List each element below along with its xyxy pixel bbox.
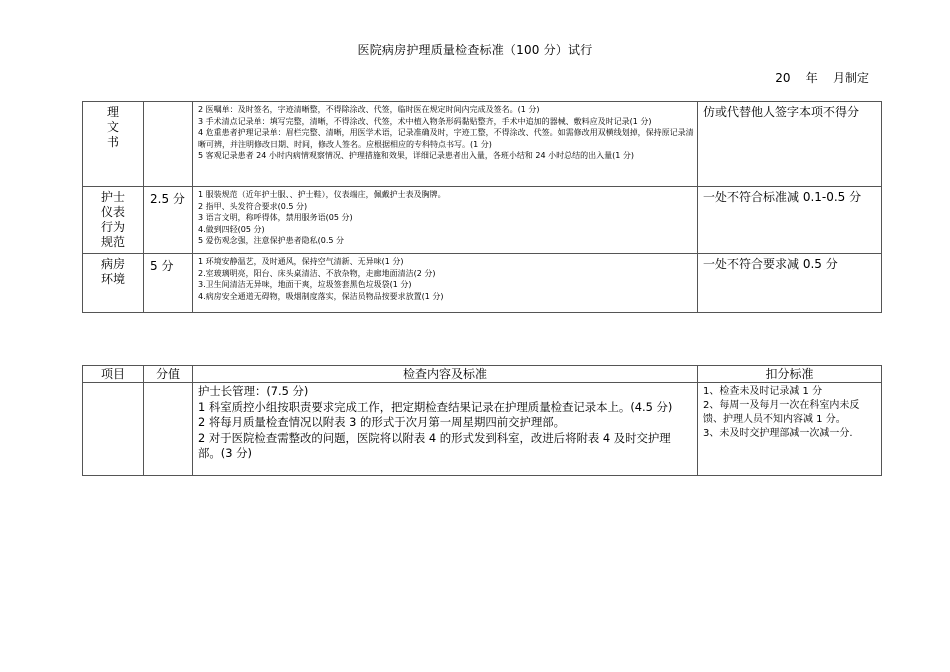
content-line: 2 指甲、头发符合要求(0.5 分) — [198, 201, 308, 211]
content-line: 5 爱伤观念强，注意保护患者隐私(0.5 分 — [198, 236, 345, 245]
content-line: 1 科室质控小组按职责要求完成工作，把定期检查结果记录在护理质量检查记录本上。(4.5 分) — [198, 399, 673, 414]
table-row — [83, 187, 882, 254]
content-line: 1 服装规范（近年护士服、、护士鞋），仪表端庄，佩戴护士表及胸牌。 — [198, 190, 446, 199]
score-cell: 2.5 分 — [144, 187, 193, 254]
deduction-line: 3、未及时交护理部减一次减一分. — [703, 428, 853, 439]
content-line: 4.做到四轻(05 分) — [198, 224, 265, 234]
deduction-line: 2、每周一及每月一次在科室内未反馈、护理人员不知内容减 1 分。 — [703, 400, 860, 425]
content-cell — [193, 187, 698, 254]
content-line: 5 客观记录患者 24 小时内病情观察情况、护理措施和效果，详细记录患者出入量，各班小结和 24 小时总结的出入量(1 分) — [198, 151, 635, 160]
header-item: 项目 — [83, 366, 144, 383]
table-row — [83, 383, 882, 476]
content-line: 2 将每月质量检查情况以附表 3 的形式于次月第一周星期四前交护理部。 — [198, 415, 566, 430]
item-name-cell: 病房 环境 — [83, 254, 144, 313]
content-line: 4 危重患者护理记录单：眉栏完整、清晰，用医学术语，记录准确及时，字迹工整，不得涂改、代签。如需修改用双横线划掉，保持原记录清晰可辨，并注明修改日期、时间，修改人签名。应根据相应的专科特点书写。(1 分) — [198, 128, 694, 149]
header-content: 检查内容及标准 — [193, 366, 698, 383]
content-cell — [193, 383, 698, 476]
page-title: 医院病房护理质量检查标准（100 分）试行 — [357, 43, 593, 57]
table-row — [83, 102, 882, 187]
content-line: 2.室玻璃明亮，阳台、床头桌清洁、不放杂物，走廊地面清洁(2 分) — [198, 268, 436, 278]
content-line: 3.卫生间清洁无异味，地面干爽，垃圾签套黑色垃圾袋(1 分) — [198, 280, 412, 289]
content-cell — [193, 102, 698, 187]
standards-table-continued — [82, 101, 882, 313]
content-line: 1 环境安静温艺，及时通风，保持空气清新、无异味(1 分) — [198, 257, 404, 266]
item-name-cell: 理 文 书 — [83, 102, 144, 187]
content-line: 2 对于医院检查需整改的问题，医院将以附表 4 的形式发到科室，改进后将附表 4 及时交护理部。(3 分) — [198, 430, 671, 461]
deduction-cell: 仿或代替他人签字本项不得分 — [698, 102, 882, 187]
content-line: 2 医嘱单：及时签名，字迹清晰整，不得除涂改、代签，临时医在规定时间内完成及签名。(1 分) — [198, 105, 540, 114]
deduction-line: 1、检查未及时记录减 1 分 — [703, 386, 823, 397]
score-cell — [144, 383, 193, 476]
header-deduction: 扣分标准 — [698, 366, 882, 383]
date-line: 20 年 月制定 — [775, 71, 869, 85]
score-cell — [144, 102, 193, 187]
score-cell: 5 分 — [144, 254, 193, 313]
item-name-cell: 护士 仪表 行为 规范 — [83, 187, 144, 254]
content-line: 护士长管理：(7.5 分) — [198, 384, 309, 398]
content-line: 3 手术清点记录单：填写完整，清晰，不得涂改、代签，术中植入物条形码黏贴整齐，手术中追加的器械、敷料应及时记录(1 分) — [198, 116, 652, 126]
deduction-cell: 一处不符合要求减 0.5 分 — [698, 254, 882, 313]
content-line: 3 语言文明，称呼得体，禁用服务语(05 分) — [198, 213, 353, 222]
standards-table — [82, 365, 882, 476]
header-score: 分值 — [144, 366, 193, 383]
deduction-cell: 一处不符合标准减 0.1-0.5 分 — [698, 187, 882, 254]
table-row — [83, 254, 882, 313]
item-name-cell — [83, 383, 144, 476]
deduction-cell — [698, 383, 882, 476]
table-header-row — [83, 366, 882, 383]
content-line: 4.病房安全通道无碍物，吸烟制度落实，保洁员物品按要求放置(1 分) — [198, 291, 444, 301]
content-cell — [193, 254, 698, 313]
